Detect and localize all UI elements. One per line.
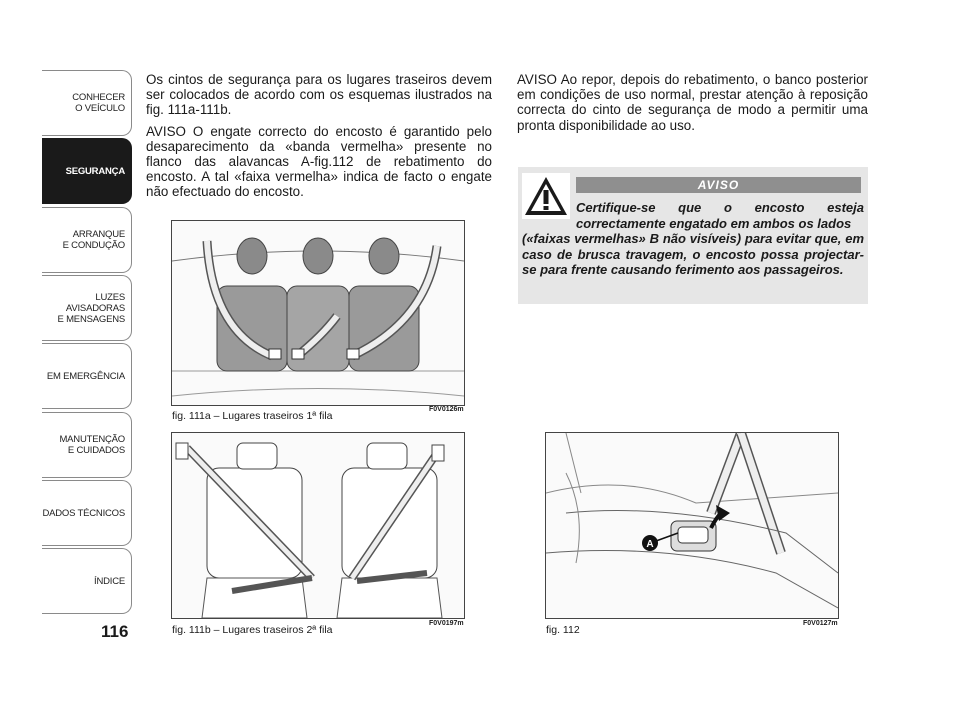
paragraph: Os cintos de segurança para os lugares traseiros devem ser colocados de acordo com os esquemas ilustrados na fig. 111a-111b. <box>146 72 492 118</box>
figure-111b-image <box>171 432 465 619</box>
paragraph: AVISO Ao repor, depois do rebatimento, o banco posterior em condições de uso normal, prestar atenção à reposição correcta do cinto de segurança de modo a permitir uma pronta disponibilidade ao uso. <box>517 72 868 133</box>
figure-112-image <box>545 432 839 619</box>
tab-label: E MENSAGENS <box>57 313 125 325</box>
tab-label: EM EMERGÊNCIA <box>46 370 125 382</box>
tab-label: CONHECER <box>72 92 125 103</box>
tab-label: SEGURANÇA <box>65 165 125 177</box>
figure-111a-caption: fig. 111a – Lugares traseiros 1ª fila <box>172 410 333 422</box>
tab-luzes-avisadoras[interactable] <box>42 275 132 341</box>
figure-112-caption: fig. 112 <box>546 624 580 636</box>
warning-first-line: Certifique-se que o encosto esteja correctamente engatado em ambos os lados <box>576 200 864 231</box>
tab-label: E CUIDADOS <box>67 445 125 456</box>
warning-title: AVISO <box>576 177 861 193</box>
label-a: A <box>646 539 654 550</box>
tab-em-emergencia[interactable] <box>42 343 132 409</box>
warning-box <box>518 167 868 304</box>
tab-arranque-e-conducao[interactable] <box>42 207 132 273</box>
tab-label: ARRANQUE <box>72 229 125 240</box>
tab-manutencao[interactable] <box>42 412 132 478</box>
figure-111a-image <box>171 220 465 406</box>
page-number: 116 <box>101 622 129 641</box>
warning-text <box>522 200 864 278</box>
tab-label: ÍNDICE <box>94 575 125 587</box>
tab-label: MANUTENÇÃO <box>59 434 125 445</box>
tab-label: E CONDUÇÃO <box>62 240 125 251</box>
paragraph: AVISO O engate correcto do encosto é garantido pelo desaparecimento da «banda vermelha» presente no flanco das alavancas A-fig.112 de rebatimento do encosto. A tal «faixa vermelha» indica de facto o engate não efectuado do encosto. <box>146 123 492 200</box>
tab-label: O VEÍCULO <box>75 103 125 114</box>
warning-rest: («faixas vermelhas» B não visíveis) para evitar que, em caso de brusca travagem, o encosto possa projectar-se para frente causando ferimento aos passageiros. <box>522 231 864 277</box>
tab-seguranca[interactable] <box>42 138 132 204</box>
tab-indice[interactable] <box>42 548 132 614</box>
figure-111a-code: F0V0126m <box>429 406 464 413</box>
tab-label: LUZES AVISADORAS <box>65 291 125 314</box>
figure-112-code: F0V0127m <box>803 620 838 627</box>
rear-seats-second-row-illustration <box>172 433 464 618</box>
tab-label: DADOS TÉCNICOS <box>42 507 125 519</box>
tab-conhecer-o-veiculo[interactable] <box>42 70 132 136</box>
left-column-text <box>146 72 492 206</box>
figure-111b-caption: fig. 111b – Lugares traseiros 2ª fila <box>172 624 333 636</box>
tab-dados-tecnicos[interactable] <box>42 480 132 546</box>
rear-seats-first-row-illustration <box>172 221 464 405</box>
right-column-text <box>517 72 868 139</box>
seat-backrest-lever-illustration <box>546 433 838 618</box>
figure-111b-code: F0V0197m <box>429 620 464 627</box>
